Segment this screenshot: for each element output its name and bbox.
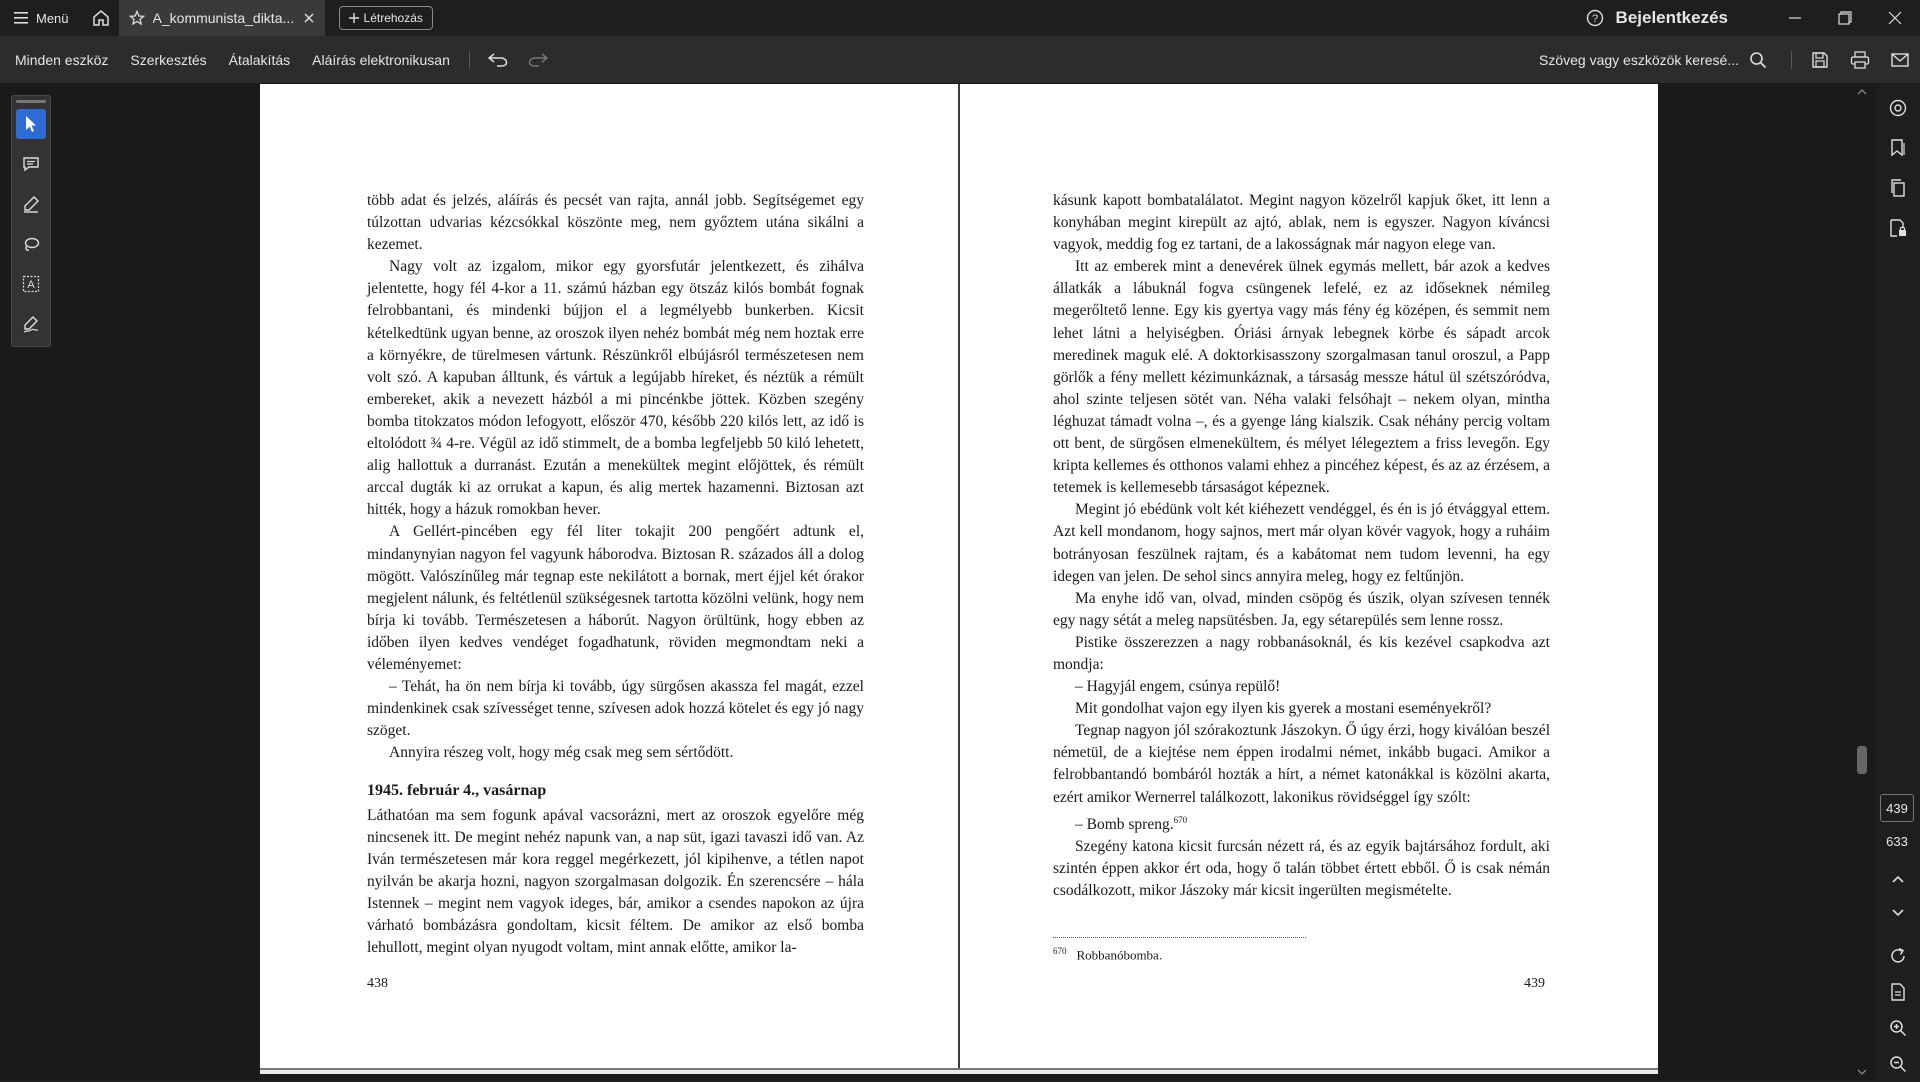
assistant-icon: [1889, 99, 1907, 117]
paragraph: A Gellért-pincében egy fél liter tokajit 200 pengőért adtunk el, mindanynyian nagyon fel vagyunk háborodva. Biztosan R. százados áll a dolog mögött. Valószínűleg már tegnap este nekilátott a bornak, mert éjjel két órakor megjelent nálunk, és feltétlenül szükségesnek tartotta közölni velünk, hogy nem bírja ki tovább. Természetesen a háborút. Nagyon örültünk, hogy ebben az időben ilyen kedves vendéget fogadhatunk, röviden megmondtam neki a véleményemet:: [367, 523, 864, 673]
cursor-icon: [23, 115, 39, 133]
text-box-icon: [22, 275, 40, 293]
rotate-icon: [1889, 947, 1907, 965]
paragraph: – Hagyjál engem, csúnya repülő!: [1075, 678, 1281, 696]
close-tab-icon[interactable]: [303, 12, 315, 24]
scroll-down-icon[interactable]: [1854, 1066, 1870, 1078]
email-icon: [1891, 53, 1909, 67]
quick-tools-panel: [11, 95, 51, 347]
save-button[interactable]: [1800, 36, 1840, 84]
paragraph: Annyira részeg volt, hogy még csak meg sem sértődött.: [389, 744, 734, 762]
current-page-input[interactable]: 439: [1880, 794, 1914, 822]
page-spread: [260, 84, 1658, 1068]
zoom-out-button[interactable]: [1876, 1046, 1920, 1082]
home-icon: [92, 9, 110, 27]
search-input[interactable]: Szöveg vagy eszközök keresé...: [1539, 52, 1739, 68]
right-page-text: [1053, 190, 1550, 902]
save-icon: [1811, 51, 1829, 69]
paragraph: Láthatóan ma sem fogunk apával vacsorázni, mert az oroszok egyelőre még nincsenek itt. De megint nehéz napunk van, a nap süt, igazi tavaszi idő van. Az Iván természetesen már kora reggel megérkezett, jól kipihenve, a tétlen napot nyilván be akarja hozni, nagyon szorgalmasan dolgozik. Én szerencsére – hála Istennek – megint nem vagyok ideges, bár, amikor a csendes napokon az újra várható bombázásra gondoltam, kicsit féltem. De amikor az első bomba lehullott, megint olyan nyugodt voltam, mint annak előtte, amikor la-: [367, 806, 864, 957]
footnote-number: 670: [1053, 946, 1067, 956]
ai-assistant-button[interactable]: [1876, 88, 1920, 128]
text-select-tool-button[interactable]: [16, 269, 46, 299]
star-icon[interactable]: [129, 10, 145, 26]
signature-icon: [22, 315, 40, 333]
minimize-icon: [1788, 11, 1802, 25]
hamburger-icon: [14, 12, 28, 24]
draw-tool-button[interactable]: [16, 229, 46, 259]
pen-icon: [22, 195, 40, 213]
print-button[interactable]: [1840, 36, 1880, 84]
footnote: [1053, 946, 1162, 963]
svg-text:A: A: [27, 279, 35, 291]
tab-title: A_kommunista_dikta...: [152, 10, 295, 26]
security-button[interactable]: [1876, 208, 1920, 248]
svg-text:?: ?: [1591, 13, 1598, 25]
redo-button[interactable]: [518, 36, 558, 84]
next-page-button[interactable]: [1876, 896, 1920, 930]
page-number: 438: [367, 976, 388, 991]
paragraph: Pistike összerezzen a nagy robbanásoknál, és kis kezével csapkodva azt mondja:: [1053, 633, 1550, 673]
page-nav-controls: [1876, 862, 1920, 1082]
document-tab[interactable]: [119, 0, 325, 36]
main-toolbar: [0, 36, 1920, 84]
paragraph: Megint jó ebédünk volt két kiéhezett vendéggel, és én is jó étvággyal ettem. Azt kell mondanom, hogy sajnos, mert már olyan kövér vagyok, hogy a ruháim botrányosan feszülnek rajtam, és a kabátomat nem tudom levenni, ha egy idegen van jelen. De sehol sincs annyira meleg, hogy ez feltűnjön.: [1053, 501, 1550, 585]
close-icon: [1888, 11, 1902, 25]
footnote-separator: [1053, 937, 1306, 938]
close-window-button[interactable]: [1870, 0, 1920, 36]
diary-date-heading: 1945. február 4., vasárnap: [367, 782, 547, 800]
redo-icon: [528, 53, 548, 67]
paragraph: Ma enyhe idő van, olvad, minden csöpög és úszik, olyan szívesen tennék egy nagy sétát a meleg napsütésben. Ja, egy sétarepülés sem lenne rossz.: [1053, 589, 1550, 629]
paragraph: – Tehát, ha ön nem bírja ki tovább, úgy sürgősen akassza fel magát, ezzel mindenkinek csak szívességet tenne, szívesen adok hozzá kötelet és egy jó nagy szöget.: [367, 678, 864, 740]
search-icon[interactable]: [1749, 51, 1767, 69]
restore-icon: [1838, 11, 1852, 25]
zoom-out-icon: [1889, 1055, 1907, 1073]
pages-button[interactable]: [1876, 168, 1920, 208]
total-pages: 633: [1886, 834, 1908, 849]
help-icon[interactable]: [1586, 9, 1604, 27]
minimize-button[interactable]: [1770, 0, 1820, 36]
quote-text: – Bomb spreng.: [1075, 815, 1174, 833]
title-bar: [0, 0, 1920, 36]
zoom-in-button[interactable]: [1876, 1010, 1920, 1046]
previous-page-button[interactable]: [1876, 862, 1920, 896]
highlight-tool-button[interactable]: [16, 189, 46, 219]
plus-icon: [349, 13, 359, 23]
sign-tool-button[interactable]: [16, 309, 46, 339]
drag-handle[interactable]: [16, 100, 46, 103]
menu-button[interactable]: [0, 0, 83, 36]
lock-document-icon: [1889, 219, 1907, 237]
page-display-button[interactable]: [1876, 974, 1920, 1010]
edit-button[interactable]: Szerkesztés: [130, 51, 207, 68]
bookmarks-button[interactable]: [1876, 128, 1920, 168]
create-button[interactable]: [339, 6, 433, 30]
select-tool-button[interactable]: [16, 109, 46, 139]
paragraph: [1053, 809, 1550, 836]
create-label: Létrehozás: [363, 11, 423, 25]
all-tools-button[interactable]: Minden eszköz: [15, 51, 109, 68]
zoom-in-icon: [1889, 1019, 1907, 1037]
restore-button[interactable]: [1820, 0, 1870, 36]
undo-icon: [488, 53, 508, 67]
lasso-icon: [22, 235, 40, 253]
document-icon: [1890, 983, 1906, 1001]
page-number: 439: [1524, 976, 1545, 991]
left-page-text: [367, 190, 864, 959]
copy-pages-icon: [1889, 179, 1907, 197]
e-sign-button[interactable]: Aláírás elektronikusan: [312, 51, 450, 68]
print-icon: [1850, 51, 1870, 69]
chevron-up-icon: [1891, 874, 1905, 884]
toolbar-divider: [1791, 51, 1792, 69]
paragraph: Mit gondolhat vajon egy ilyen kis gyerek a mostani eseményekről?: [1075, 700, 1492, 718]
paragraph: kásunk kapott bombatalálatot. Megint nagyon közelről kapjuk őket, itt lenn a konyhában megint kirepült az ajtó, ablak, nem is egyszer. Nagyon kíváncsi vagyok, meddig fog ez tartani, de a lakosságnak már nagyon elege van.: [1053, 192, 1550, 254]
paragraph: Tegnap nagyon jól szórakoztunk Jászokyn. Ő úgy érzi, hogy kiválóan beszél németül, de a kiejtése nem éppen irodalmi német, inkább bugaci. Amikor a felrobbantandó bombáról hozták a hírt, a német katonákkal is közölni akarta, ezért amikor Wernerrel találkozott, lakonikus rövidséggel így szólt:: [1053, 722, 1550, 806]
vertical-scrollbar[interactable]: [1854, 84, 1870, 1080]
undo-button[interactable]: [478, 36, 518, 84]
comment-icon: [22, 155, 40, 173]
signin-button[interactable]: Bejelentkezés: [1615, 8, 1728, 27]
paragraph: Nagy volt az izgalom, mikor egy gyorsfutár jelentkezett, és zihálva jelentette, hogy fél 4-kor a 11. számú házban egy ötszáz kilós bombát fognak felrobbantani, és mindenki bújjon el a legmélyebb bunkerben. Kicsit kételkedtünk ugyan benne, az oroszok ilyen nehéz bombát még nem hoztak erre a környékre, de türelmesen vártunk. Részünkről elbújásról természetesen nem volt szó. A kapuban álltunk, és vártuk a legújabb híreket, és néztük a rémült embereket, akik a nevezett házból a mi pincénkbe jöttek. Közben szegény bomba titokzatos módon lefogyott, először 470, később 220 kilós lett, az idő is eltolódott ¾ 4-re. Végül az idő stimmelt, de a bomba legfeljebb 50 kiló lehetett, alig hallottuk a durranást. Ezután a menekültek megint előjöttek, és rémült arccal dugták ki az orrukat a kapun, és alig mertek hazamenni. Biztosan azt hitték, hogy a házuk romokban hever.: [367, 258, 864, 519]
footnote-reference[interactable]: 670: [1173, 814, 1188, 825]
comment-tool-button[interactable]: [16, 149, 46, 179]
menu-label: Menü: [36, 10, 69, 26]
page-divider: [958, 84, 960, 1068]
next-page-edge: [260, 1068, 1658, 1074]
bookmark-icon: [1889, 139, 1907, 157]
chevron-down-icon: [1891, 908, 1905, 918]
home-button[interactable]: [83, 0, 119, 36]
paragraph: Szegény katona kicsit furcsán nézett rá, és az egyik bajtársához fordult, aki szintén éppen akkor ért oda, hogy ő talán többet értett ebből. Ő is csak némán csodálkozott, mikor Jászoky már kicsit ingerülten megismételte.: [1053, 837, 1550, 900]
paragraph: több adat és jelzés, aláírás és pecsét van rajta, annál jobb. Segítségemet egy túlzottan udvarias kézcsókkal köszönte meg, nem győztem utána sikálni a kezemet.: [367, 192, 864, 254]
convert-button[interactable]: Átalakítás: [228, 51, 291, 68]
email-button[interactable]: [1880, 36, 1920, 84]
scrollbar-thumb[interactable]: [1857, 746, 1867, 774]
paragraph: Itt az emberek mint a denevérek ülnek egymás mellett, bár azok a kedves állatkák a lábuknál fogva csüngenek lefelé, ez az időseknek némileg megerőltető lenne. Egy kis gyertya vagy más fény ég középen, és semmit nem lehet látni a helyiségben. Óriási árnyak lebegnek körbe és sápadt arcok meredinek maguk elé. A doktorkisasszony szorgalmasan tanul oroszul, a Papp görlők a fény mellett kézimunkáznak, a társaság messze hátul ül szétszóródva, ahol szinte teljesen sötét van. Néha valaki felsóhajt – nekem olyan, mintha léghuzat támadt volna –, és a gyenge láng kialszik. Csak néhány percig voltam ott bent, de sürgősen elmenekültem, és mélyet lélegeztem a friss levegőn. Egy kripta kellemes és otthonos valami ehhez a pincéhez képest, és az az érzésem, a tetemek is kellemesebb társaságot képeznek.: [1053, 258, 1550, 497]
toolbar-divider: [469, 51, 470, 69]
footnote-text: Robbanóbomba.: [1076, 947, 1163, 963]
scroll-up-icon[interactable]: [1854, 86, 1870, 98]
rotate-button[interactable]: [1876, 938, 1920, 974]
